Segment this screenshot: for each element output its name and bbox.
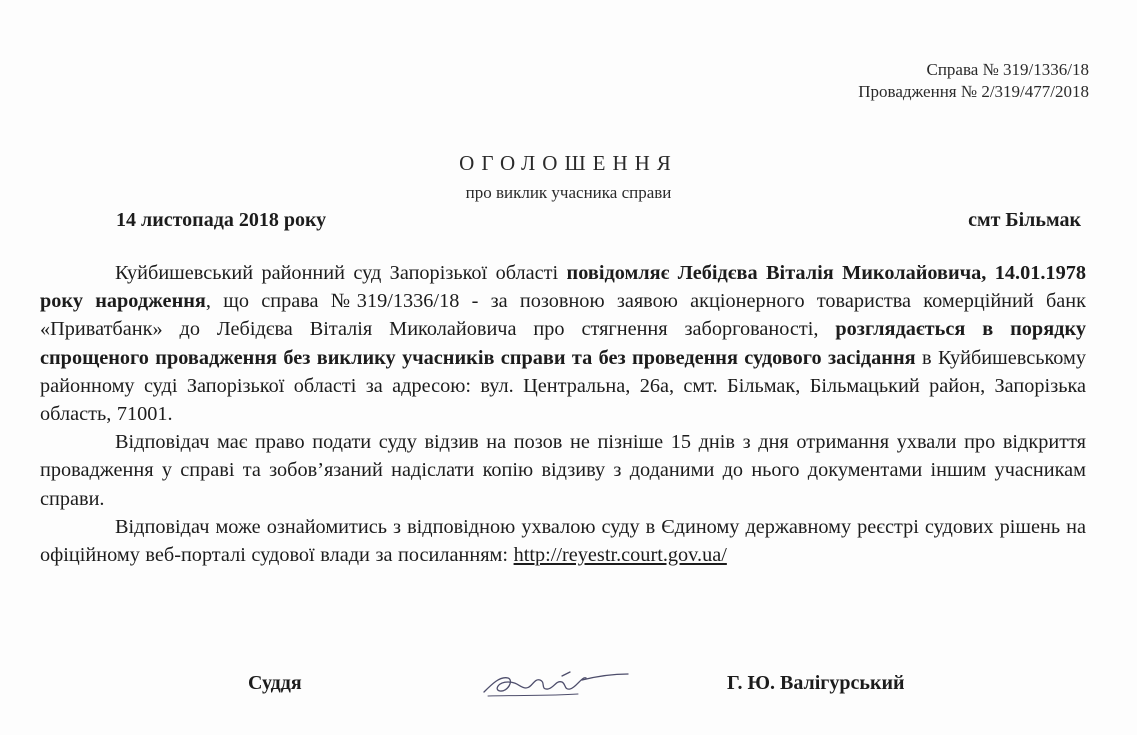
notice-case-details: , що справа №319/1336/18 - за позовною заявою акціонерного товариства комерційний банк «Приватбанк» до Лебідєва Віталія Миколайовича про стягнення заборгованості, <box>40 290 1087 341</box>
document-body <box>40 259 1086 569</box>
case-number: Справа № 319/1336/18 <box>926 60 1089 79</box>
paragraph-registry <box>40 513 1086 569</box>
document-title: ОГОЛОШЕННЯ <box>459 151 678 175</box>
registry-text: Відповідач може ознайомитись з відповідною ухвалою суду в Єдиному державному реєстрі судових рішень на офіційному веб-порталі судової влади за посиланням: <box>40 515 1086 567</box>
notice-intro: Куйбишевський районний суд Запорізької області <box>115 262 567 284</box>
notice-address: в Куйбишевському районному суді Запорізької області за адресою: вул. Центральна, 26а, смт. Більмак, Більмацький район, Запорізька область, 71001. <box>40 346 1087 426</box>
document-subtitle: про виклик учасника справи <box>465 183 672 202</box>
paragraph-notice <box>40 259 1086 428</box>
notice-defendant: повідомляє Лебідєва Віталія Миколайовича, 14.01.1978 року народження <box>40 262 1086 313</box>
proceeding-number: Провадження № 2/319/477/2018 <box>858 82 1089 101</box>
judge-name: Г. Ю. Валігурський <box>727 672 905 694</box>
document-date: 14 листопада 2018 року <box>116 209 327 231</box>
judge-role: Суддя <box>248 672 302 694</box>
judge-signature <box>478 662 633 702</box>
paragraph-rights: Відповідач має право подати суду відзив на позов не пізніше 15 днів з дня отримання ухвали про відкриття провадження у справі та зобов’язаний надіслати копію відзиву з доданими до нього документами іншим учасникам справи. <box>40 431 1086 510</box>
notice-procedure: розглядається в порядку спрощеного провадження без виклику учасників справи та без проведення судового засідання <box>40 318 1086 369</box>
case-info <box>858 59 1089 103</box>
registry-link[interactable]: http://reyestr.court.gov.ua/ <box>513 544 727 567</box>
document-place: смт Більмак <box>968 209 1081 231</box>
